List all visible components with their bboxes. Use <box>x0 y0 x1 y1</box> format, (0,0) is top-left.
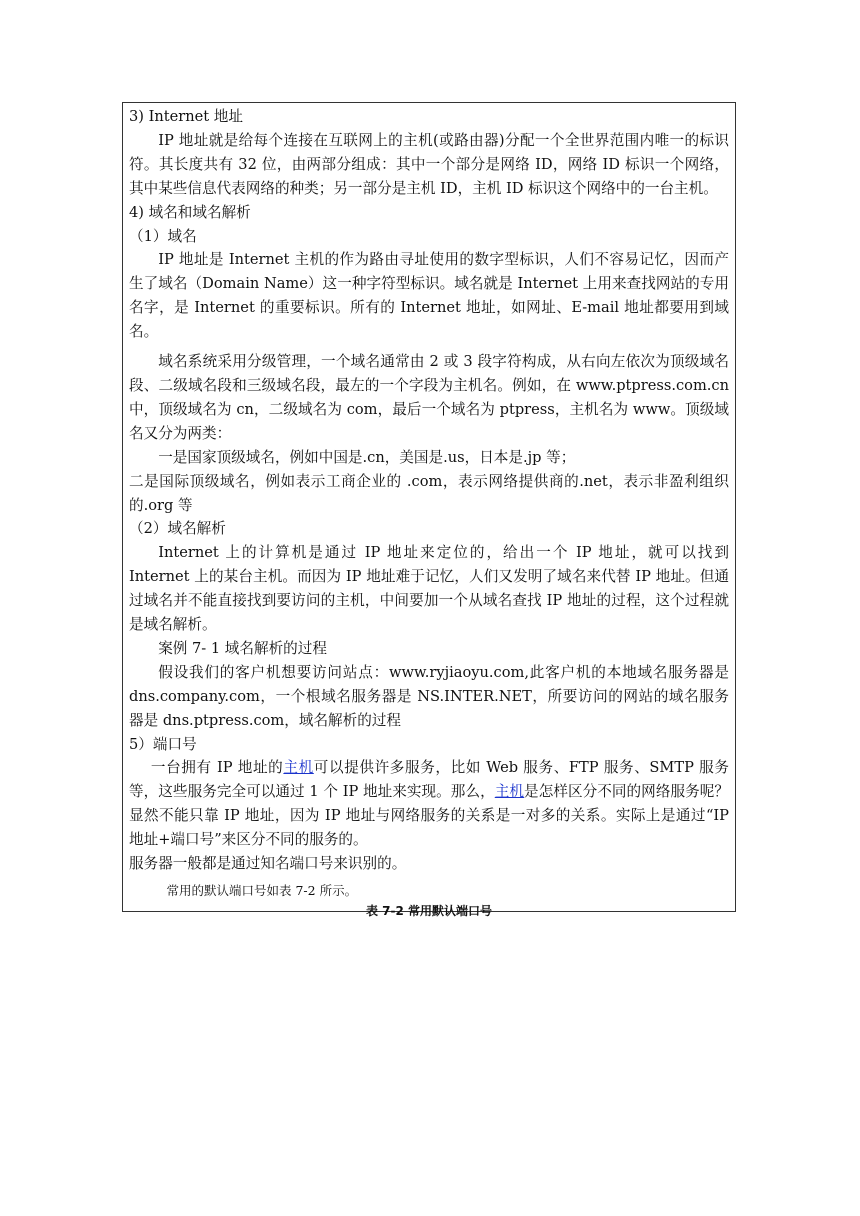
section-3-heading: 3) Internet 地址 <box>129 108 243 125</box>
subsection-resolution-heading: （2）域名解析 <box>129 520 226 538</box>
port-text-b: 可以提供许多服务，比如 Web 服务、FTP 服务、SMTP 服务等，这些服务完全可以通过 1 个 IP 地址来实现。那么， <box>129 759 729 801</box>
section-4-heading: 4) 域名和域名解析 <box>129 203 251 221</box>
domain-paragraph-3: 一是国家顶级域名，例如中国是.cn，美国是.us，日本是.jp 等； <box>158 448 576 466</box>
domain-paragraph-2: 域名系统采用分级管理，一个域名通常由 2 或 3 段字符构成，从右向左依次为顶级域名段、二级域名段和三级域名段，最左的一个字段为主机名。例如，在 www.ptpress.com.cn 中，顶级域名为 cn，二级域名为 com，最后一个域名为 ptpress，主机名为 www。顶级域名又分为两类： <box>129 353 729 442</box>
domain-paragraph-1: IP 地址是 Internet 主机的作为路由寻址使用的数字型标识，人们不容易记忆，因而产生了域名（Domain Name）这一种字符型标识。域名就是 Internet 上用来查找网站的专用名字，是 Internet 的重要标识。所有的 Internet 地址，如网址、E-mail 地址都要用到域名。 <box>129 251 729 341</box>
host-link-2[interactable]: 主机 <box>494 783 525 801</box>
port-paragraph-2: 服务器一般都是通过知名端口号来识别的。 <box>129 855 407 873</box>
case-heading: 案例 7- 1 域名解析的过程 <box>158 639 327 657</box>
case-body: 假设我们的客户机想要访问站点：www.ryjiaoyu.com,此客户机的本地域名服务器是 dns.company.com，一个根域名服务器是 NS.INTER.NET，所要访问的网站的域名服务器是 dns.ptpress.com，域名解析的过程 <box>129 663 729 729</box>
section-5-heading: 5）端口号 <box>129 735 197 753</box>
port-text-c: 是怎样区分不同的网络服务呢？显然不能只靠 IP 地址，因为 IP 地址与网络服务的关系是一对多的关系。实际上是通过“IP 地址+端口号”来区分不同的服务的。 <box>129 783 729 849</box>
subsection-domain-heading: （1）域名 <box>129 227 197 245</box>
document-frame <box>122 102 736 918</box>
host-link[interactable]: 主机 <box>283 759 314 777</box>
resolution-paragraph: Internet 上的计算机是通过 IP 地址来定位的，给出一个 IP 地址，就可以找到 Internet 上的某台主机。而因为 IP 地址难于记忆，人们又发明了域名来代替 IP 地址。但通过域名并不能直接找到要访问的主机，中间要加一个从域名查找 IP 地址的过程，这个过程就是域名解析。 <box>129 544 729 634</box>
port-text-a: 一台拥有 IP 地址的 <box>150 759 284 777</box>
port-paragraph-1 <box>129 756 729 852</box>
domain-paragraph-4: 二是国际顶级域名，例如表示工商企业的 .com，表示网络提供商的.net，表示非盈利组织的.org 等 <box>129 472 729 514</box>
port-paragraph-3: 常用的默认端口号如表 7-2 所示。 <box>166 883 358 898</box>
section-3-body: IP 地址就是给每个连接在互联网上的主机(或路由器)分配一个全世界范围内唯一的标识符。其长度共有 32 位，由两部分组成：其中一个部分是网络 ID，网络 ID 标识一个网络，其中某些信息代表网络的种类；另一部分是主机 ID，主机 ID 标识这个网络中的一台主机。 <box>129 131 729 197</box>
table-caption: 表 7-2 常用默认端口号 <box>365 904 493 918</box>
